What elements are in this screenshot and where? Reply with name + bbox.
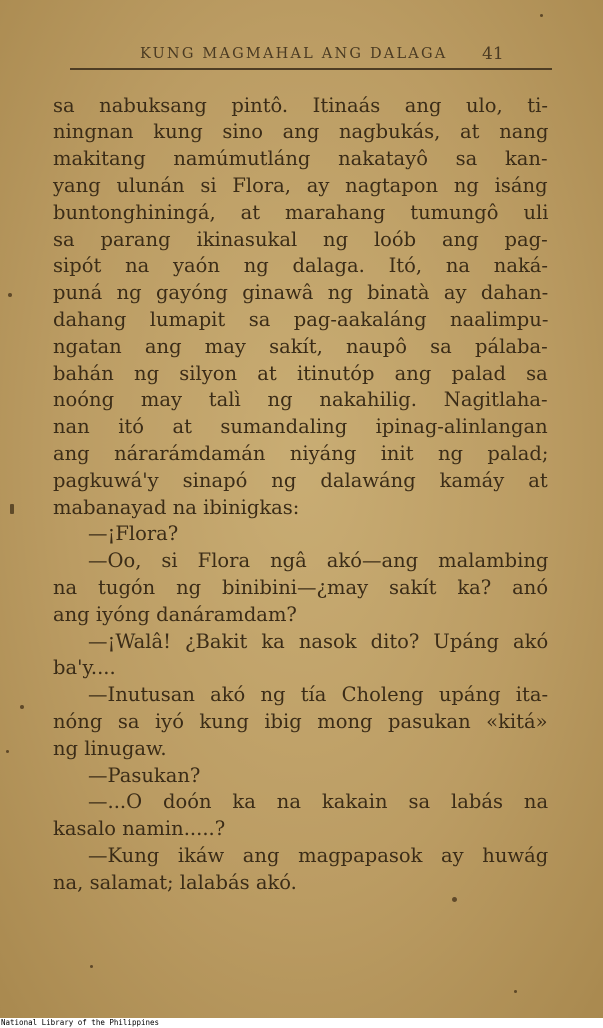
library-watermark: National Library of the Philippines [1, 1018, 160, 1027]
text-line: sipót na yaón ng dalaga. Itó, na naká- [53, 254, 549, 277]
text-line: —¡Walâ! ¿Bakit ka nasok dito? Upáng akó [88, 630, 549, 653]
text-line: buntonghiningá, at marahang tumungô uli [53, 201, 549, 224]
text-line: na tugón ng binibini—¿may sakít ka? anó [53, 576, 549, 599]
text-line: puná ng gayóng ginawâ ng binatà ay dahan- [53, 281, 549, 304]
text-line: bahán ng silyon at itinutóp ang palad sa [53, 362, 548, 385]
running-title: KUNG MAGMAHAL ANG DALAGA [140, 46, 448, 62]
text-line: dahang lumapit sa pag-aakaláng naalimpu- [53, 308, 549, 331]
footer-bar [0, 1018, 603, 1028]
text-line: —Kung ikáw ang magpapasok ay huwág [88, 844, 549, 867]
header-rule [70, 68, 552, 70]
text-line: sa nabuksang pintô. Itinaás ang ulo, ti- [53, 94, 548, 117]
text-line: na, salamat; lalabás akó. [53, 871, 297, 894]
page-speck [540, 14, 543, 17]
text-line: nóng sa iyó kung ibig mong pasukan «kitá» [53, 710, 548, 733]
text-line: —Pasukan? [88, 764, 201, 787]
text-line: ngatan ang may sakít, naupô sa pálaba- [53, 335, 548, 358]
page-speck [514, 990, 517, 993]
page-speck [452, 897, 457, 902]
text-line: mabanayad na ibinigkas: [53, 496, 300, 519]
text-line: ba'y.... [53, 656, 116, 679]
text-line: —...O doón ka na kakain sa labás na [88, 790, 549, 813]
text-line: ang iyóng danáramdam? [53, 603, 297, 626]
page-speck [90, 965, 93, 968]
text-line: noóng may talì ng nakahilig. Nagitlaha- [53, 388, 548, 411]
text-line: ningnan kung sino ang nagbukás, at nang [53, 120, 549, 143]
text-line: makitang namúmutláng nakatayô sa kan- [53, 147, 548, 170]
text-line: —Oo, si Flora ngâ akó—ang malambing [88, 549, 549, 572]
text-line: kasalo namin.....? [53, 817, 226, 840]
text-line: —¡Flora? [88, 522, 179, 545]
text-line: pagkuwá'y sinapó ng dalawáng kamáy at [53, 469, 548, 492]
text-line: yang ulunán si Flora, ay nagtapon ng isáng [53, 174, 548, 197]
page-speck [20, 705, 24, 709]
page-speck [8, 293, 12, 297]
page-speck [6, 750, 9, 753]
text-line: sa parang ikinasukal ng loób ang pag- [53, 228, 548, 251]
page-speck [10, 504, 14, 514]
text-line: ng linugaw. [53, 737, 167, 760]
running-header [0, 44, 603, 70]
text-line: nan itó at sumandaling ipinag-alinlangan [53, 415, 548, 438]
page-number: 41 [482, 44, 504, 64]
text-line: —Inutusan akó ng tía Choleng upáng ita- [88, 683, 549, 706]
text-line: ang nárarámdamán niyáng init ng palad; [53, 442, 549, 465]
